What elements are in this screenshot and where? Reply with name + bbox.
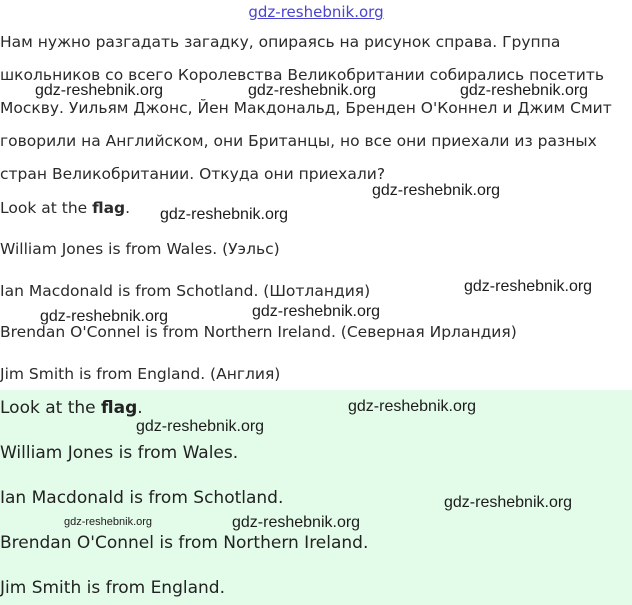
look-prefix: Look at the	[0, 199, 93, 217]
watermark: gdz-reshebnik.org	[460, 82, 589, 99]
watermark: gdz-reshebnik.org	[372, 182, 501, 199]
task-line-ireland: Brendan O'Connel is from Northern Ireland. (Северная Ирландия)	[0, 323, 517, 341]
watermark: gdz-reshebnik.org	[444, 494, 573, 511]
look-bold-word: flag	[101, 398, 138, 418]
task-line-wales: William Jones is from Wales. (Уэльс)	[0, 240, 280, 258]
watermark: gdz-reshebnik.org	[35, 82, 164, 99]
answer-line-ireland: Brendan O'Connel is from Northern Ireland.	[0, 533, 369, 553]
watermark: gdz-reshebnik.org	[40, 308, 169, 325]
answer-line-scotland: Ian Macdonald is from Schotland.	[0, 488, 284, 508]
watermark: gdz-reshebnik.org	[64, 516, 153, 528]
task-look-line	[0, 199, 130, 217]
intro-paragraph: Нам нужно разгадать загадку, опираясь на рисунок справа. Группа школьников со всего Королевства Великобритании собирались посетить Москву. Уильям Джонс, Йен Макдональд, Бренден О'Коннел и Джим Смит говорили на Английском, они Британцы, но все они приехали из разных стран Великобритании. Откуда они приехали?	[0, 33, 612, 183]
answer-line-england: Jim Smith is from England.	[0, 578, 225, 598]
look-suffix: .	[137, 398, 143, 418]
watermark: gdz-reshebnik.org	[136, 418, 265, 435]
answer-line-wales: William Jones is from Wales.	[0, 443, 239, 463]
task-line-england: Jim Smith is from England. (Англия)	[0, 365, 281, 383]
task-line-scotland: Ian Macdonald is from Schotland. (Шотландия)	[0, 282, 371, 300]
site-header-link[interactable]: gdz-reshebnik.org	[248, 3, 384, 21]
watermark: gdz-reshebnik.org	[464, 278, 593, 295]
watermark: gdz-reshebnik.org	[232, 514, 361, 531]
watermark: gdz-reshebnik.org	[252, 303, 381, 320]
answer-look-line	[0, 398, 143, 418]
look-bold-word: flag	[92, 199, 126, 217]
watermark: gdz-reshebnik.org	[348, 398, 477, 415]
look-suffix: .	[125, 199, 131, 217]
watermark: gdz-reshebnik.org	[248, 82, 377, 99]
look-prefix: Look at the	[0, 398, 102, 418]
watermark: gdz-reshebnik.org	[160, 206, 289, 223]
